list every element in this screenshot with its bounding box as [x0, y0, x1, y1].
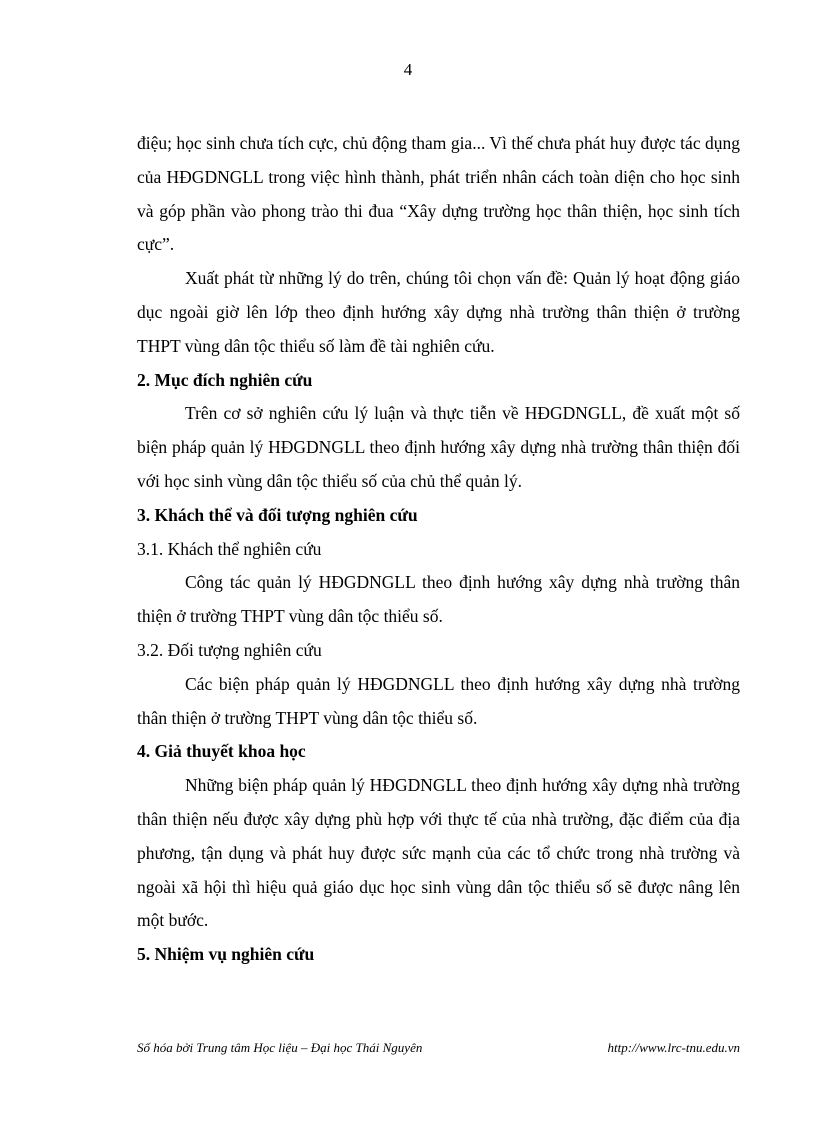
- footer-source: Số hóa bởi Trung tâm Học liệu – Đại học Thái Nguyên: [137, 1040, 423, 1055]
- section-heading-hypothesis: 4. Giả thuyết khoa học: [137, 741, 306, 762]
- paragraph-reason: Xuất phát từ những lý do trên, chúng tôi chọn vấn đề: Quản lý hoạt động giáo dục ngoài giờ lên lớp theo định hướng xây dựng nhà trường thân thiện ở trường THPT vùng dân tộc thiểu số làm đề tài nghiên cứu.: [137, 268, 740, 356]
- paragraph-purpose: Trên cơ sở nghiên cứu lý luận và thực tiễn về HĐGDNGLL, đề xuất một số biện pháp quản lý HĐGDNGLL theo định hướng xây dựng nhà trường thân thiện đối với học sinh vùng dân tộc thiểu số của chủ thể quản lý.: [137, 403, 740, 491]
- footer-url: http://www.lrc-tnu.edu.vn: [607, 1040, 740, 1055]
- section-heading-object-subject: 3. Khách thể và đối tượng nghiên cứu: [137, 504, 418, 525]
- paragraph-research-object: Công tác quản lý HĐGDNGLL theo định hướng xây dựng nhà trường thân thiện ở trường THPT vùng dân tộc thiểu số.: [137, 572, 740, 627]
- subheading-research-object: 3.1. Khách thể nghiên cứu: [137, 538, 322, 559]
- section-heading-purpose: 2. Mục đích nghiên cứu: [137, 369, 313, 390]
- paragraph-hypothesis: Những biện pháp quản lý HĐGDNGLL theo định hướng xây dựng nhà trường thân thiện nếu được xây dựng phù hợp với thực tế của nhà trường, đặc điểm của địa phương, tận dụng và phát huy được sức mạnh của các tổ chức trong nhà trường và ngoài xã hội thì hiệu quả giáo dục học sinh vùng dân tộc thiểu số sẽ được nâng lên một bước.: [137, 775, 740, 931]
- section-heading-tasks: 5. Nhiệm vụ nghiên cứu: [137, 944, 315, 965]
- page-footer: [137, 1040, 740, 1056]
- paragraph-continued: điệu; học sinh chưa tích cực, chủ động tham gia... Vì thế chưa phát huy được tác dụng của HĐGDNGLL trong việc hình thành, phát triển nhân cách toàn diện cho học sinh và góp phần vào phong trào thi đua “Xây dựng trường học thân thiện, học sinh tích cực”.: [137, 133, 740, 255]
- page-number: 4: [403, 60, 413, 79]
- subheading-research-subject: 3.2. Đối tượng nghiên cứu: [137, 639, 322, 660]
- paragraph-research-subject: Các biện pháp quản lý HĐGDNGLL theo định hướng xây dựng nhà trường thân thiện ở trường THPT vùng dân tộc thiểu số.: [137, 673, 740, 728]
- document-body: [137, 127, 740, 972]
